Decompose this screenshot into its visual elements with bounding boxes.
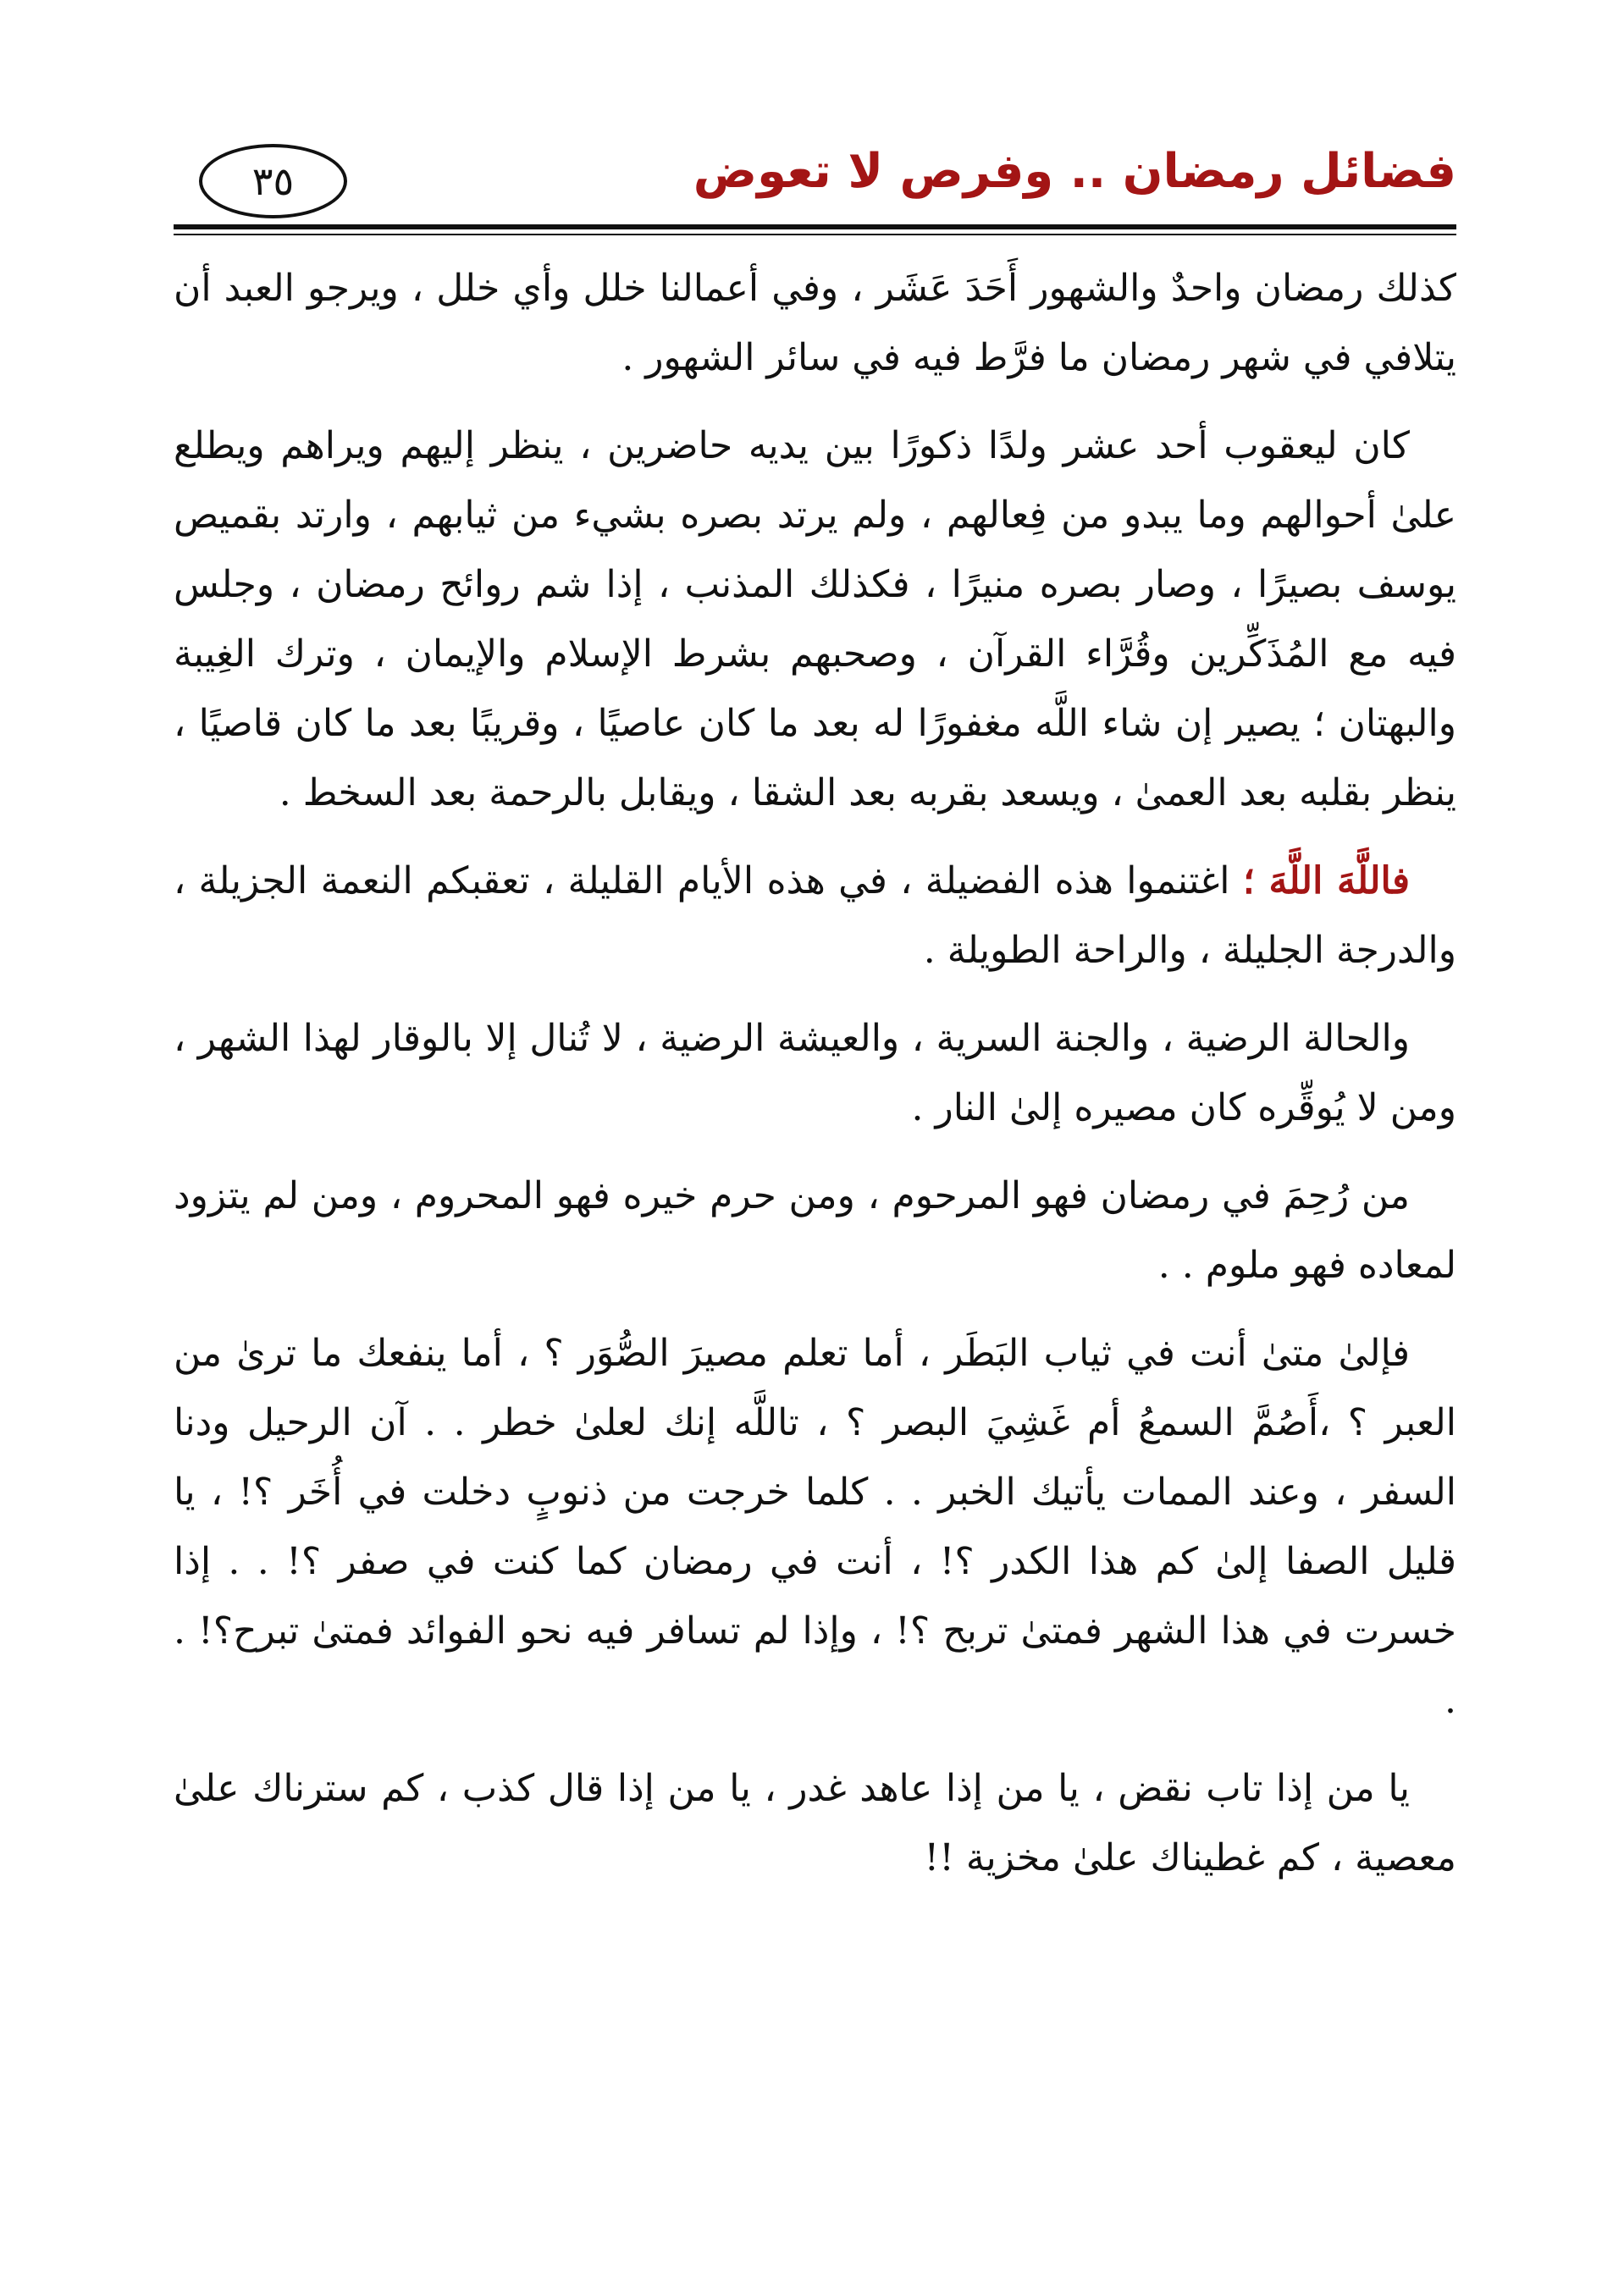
paragraph-3-text: اغتنموا هذه الفضيلة ، في هذه الأيام القليلة ، تعقبكم النعمة الجزيلة ، والدرجة الجليلة ، والراحة الطويلة . — [174, 859, 1456, 972]
page-number-badge — [199, 144, 347, 218]
paragraph-3 — [174, 847, 1456, 985]
paragraph-4: والحالة الرضية ، والجنة السرية ، والعيشة الرضية ، لا تُنال إلا بالوقار لهذا الشهر ، ومن لا يُوقِّره كان مصيره إلىٰ النار . — [174, 1017, 1456, 1129]
paragraph-2: كان ليعقوب أحد عشر ولدًا ذكورًا بين يديه حاضرين ، ينظر إليهم ويراهم ويطلع علىٰ أحوالهم وما يبدو من فِعالهم ، ولم يرتد بصره بشيء من ثيابهم ، وارتد بقميص يوسف بصيرًا ، وصار بصره منيرًا ، فكذلك المذنب ، إذا شم روائح رمضان ، وجلس فيه مع المُذَكِّرين وقُرَّاء القرآن ، وصحبهم بشرط الإسلام والإيمان ، وترك الغِيبة والبهتان ؛ يصير إن شاء اللَّه مغفورًا له بعد ما كان عاصيًا ، وقريبًا بعد ما كان قاصيًا ، ينظر بقلبه بعد العمىٰ ، ويسعد بقربه بعد الشقا ، ويقابل بالرحمة بعد السخط . — [174, 424, 1456, 814]
paragraph-6: فإلىٰ متىٰ أنت في ثياب البَطَر ، أما تعلم مصيرَ الصُّوَر ؟ ، أما ينفعك ما ترىٰ من العبر ؟ ،أَصُمَّ السمعُ أم غَشِيَ البصر ؟ ، تاللَّه إنك لعلىٰ خطر . . آن الرحيل ودنا السفر ، وعند الممات يأتيك الخبر . . كلما خرجت من ذنوبٍ دخلت في أُخَر ؟! ، يا قليل الصفا إلىٰ كم هذا الكدر ؟! ، أنت في رمضان كما كنت في صفر ؟! . . إذا خسرت في هذا الشهر فمتىٰ تربح ؟! ، وإذا لم تسافر فيه نحو الفوائد فمتىٰ تبرح؟! . . — [174, 1332, 1457, 1722]
paragraph-5: من رُحِمَ في رمضان فهو المرحوم ، ومن حرم خيره فهو المحروم ، ومن لم يتزود لمعاده فهو ملوم . . — [174, 1174, 1456, 1287]
header-rule-thin — [174, 234, 1456, 235]
paragraph-3-lead: فاللَّهَ اللَّهَ ؛ — [1242, 859, 1410, 902]
paragraph-1: كذلك رمضان واحدٌ والشهور أَحَدَ عَشَر ، وفي أعمالنا خلل وأي خلل ، ويرجو العبد أن يتلافي في شهر رمضان ما فرَّط فيه في سائر الشهور . — [174, 267, 1456, 379]
running-title: فضائل رمضان .. وفرص لا تعوض — [693, 144, 1456, 199]
header-rule-thick — [174, 224, 1456, 229]
page-number: ٣٥ — [251, 158, 295, 204]
paragraph-7: يا من إذا تاب نقض ، يا من إذا عاهد غدر ، يا من إذا قال كذب ، كم سترناك علىٰ معصية ، كم غطيناك علىٰ مخزية !! — [174, 1767, 1456, 1879]
page-header — [174, 135, 1456, 229]
body-text — [174, 254, 1456, 1912]
